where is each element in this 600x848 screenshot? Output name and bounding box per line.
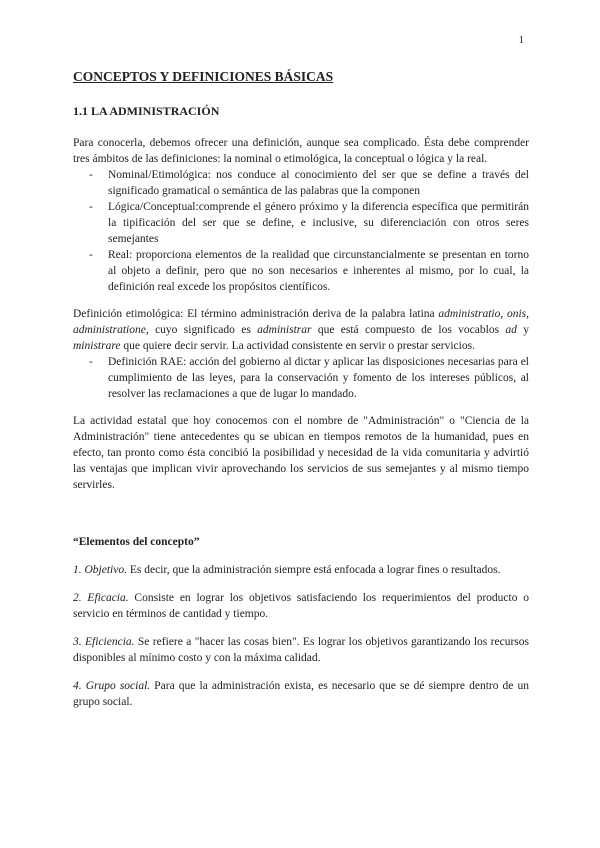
section-heading: 1.1 LA ADMINISTRACIÓN xyxy=(73,104,220,118)
etymology-text-5: que quiere decir servir. La actividad consistente en servir o prestar servicios. xyxy=(120,340,475,352)
etymology-latin-terms: administratio, onis, administratione, xyxy=(73,308,530,336)
etymology-text-3: que está compuesto de los vocablos xyxy=(311,324,506,336)
rae-definition-list xyxy=(73,354,529,402)
etymology-text-4: y xyxy=(516,324,529,336)
element-name: 2. Eficacia. xyxy=(73,592,129,604)
actividad-paragraph: La actividad estatal que hoy conocemos con el nombre de "Administración" o "Ciencia de la Administración" tiene antecedentes qu se ubican en tiempos remotos de la humanidad, pues en efecto, tan pronto como ésta concibió la posibilidad y necesidad de la vida comunitaria y advirtió las ventajas que implican vivir aprovechando los servicios de sus semejantes y al mismo tiempo servirles. xyxy=(73,415,529,491)
etymology-word-ministrare: ministrare xyxy=(73,340,121,352)
page-number: 1 xyxy=(518,34,524,46)
element-name: 3. Eficiencia. xyxy=(73,636,135,648)
element-text: Consiste en lograr los objetivos satisfaciendo los requerimientos del producto o servicio en términos de cantidad y tiempo. xyxy=(73,592,529,620)
element-name: 4. Grupo social. xyxy=(73,680,151,692)
element-item-eficacia xyxy=(73,590,529,622)
element-item-objetivo xyxy=(73,562,529,578)
element-text: Para que la administración exista, es necesario que se dé siempre dentro de un grupo social. xyxy=(73,680,529,708)
element-item-eficiencia xyxy=(73,634,529,666)
etymology-verb: administrar xyxy=(257,324,312,336)
intro-paragraph: Para conocerla, debemos ofrecer una definición, aunque sea complicado. Ésta debe comprender tres ámbitos de las definiciones: la nominal o etimológica, la conceptual o lógica y la real. xyxy=(73,137,529,165)
etymology-paragraph xyxy=(73,306,529,354)
definition-item-nominal: - Nominal/Etimológica: nos conduce al conocimiento del ser que se define a través del significado gramatical o semántica de las palabras que la componen xyxy=(108,167,529,199)
definition-types-list xyxy=(73,167,529,295)
element-item-grupo-social xyxy=(73,678,529,710)
etymology-word-ad: ad xyxy=(505,324,517,336)
definition-item-logica: - Lógica/Conceptual:comprende el género próximo y la diferencia específica que permitirán la tipificación del ser que se define, e inclusive, su diferenciación con otros seres semejantes xyxy=(108,199,529,247)
element-name: 1. Objetivo. xyxy=(73,564,127,576)
etymology-text-1: Definición etimológica: El término administración deriva de la palabra latina xyxy=(73,308,439,320)
element-text: Es decir, que la administración siempre está enfocada a lograr fines o resultados. xyxy=(126,564,501,576)
document-body xyxy=(73,68,529,710)
document-title: CONCEPTOS Y DEFINICIONES BÁSICAS xyxy=(73,69,334,84)
element-text: Se refiere a "hacer las cosas bien". Es lograr los objetivos garantizando los recursos disponibles al mínimo costo y con la máxima calidad. xyxy=(73,636,529,664)
definition-item-real: - Real: proporciona elementos de la realidad que circunstancialmente se presentan en torno al objeto a definir, pero que no son necesarios e inherentes al mismo, por lo cual, la definición real excede los propósitos científicos. xyxy=(108,247,529,295)
elements-heading: “Elementos del concepto” xyxy=(73,536,200,548)
rae-definition-item: - Definición RAE: acción del gobierno al dictar y aplicar las disposiciones necesarias para el cumplimiento de las leyes, para la conservación y fomento de los intereses públicos, al resolver las reclamaciones a que de lugar lo mandado. xyxy=(108,354,529,402)
etymology-text-2: cuyo significado es xyxy=(148,324,258,336)
